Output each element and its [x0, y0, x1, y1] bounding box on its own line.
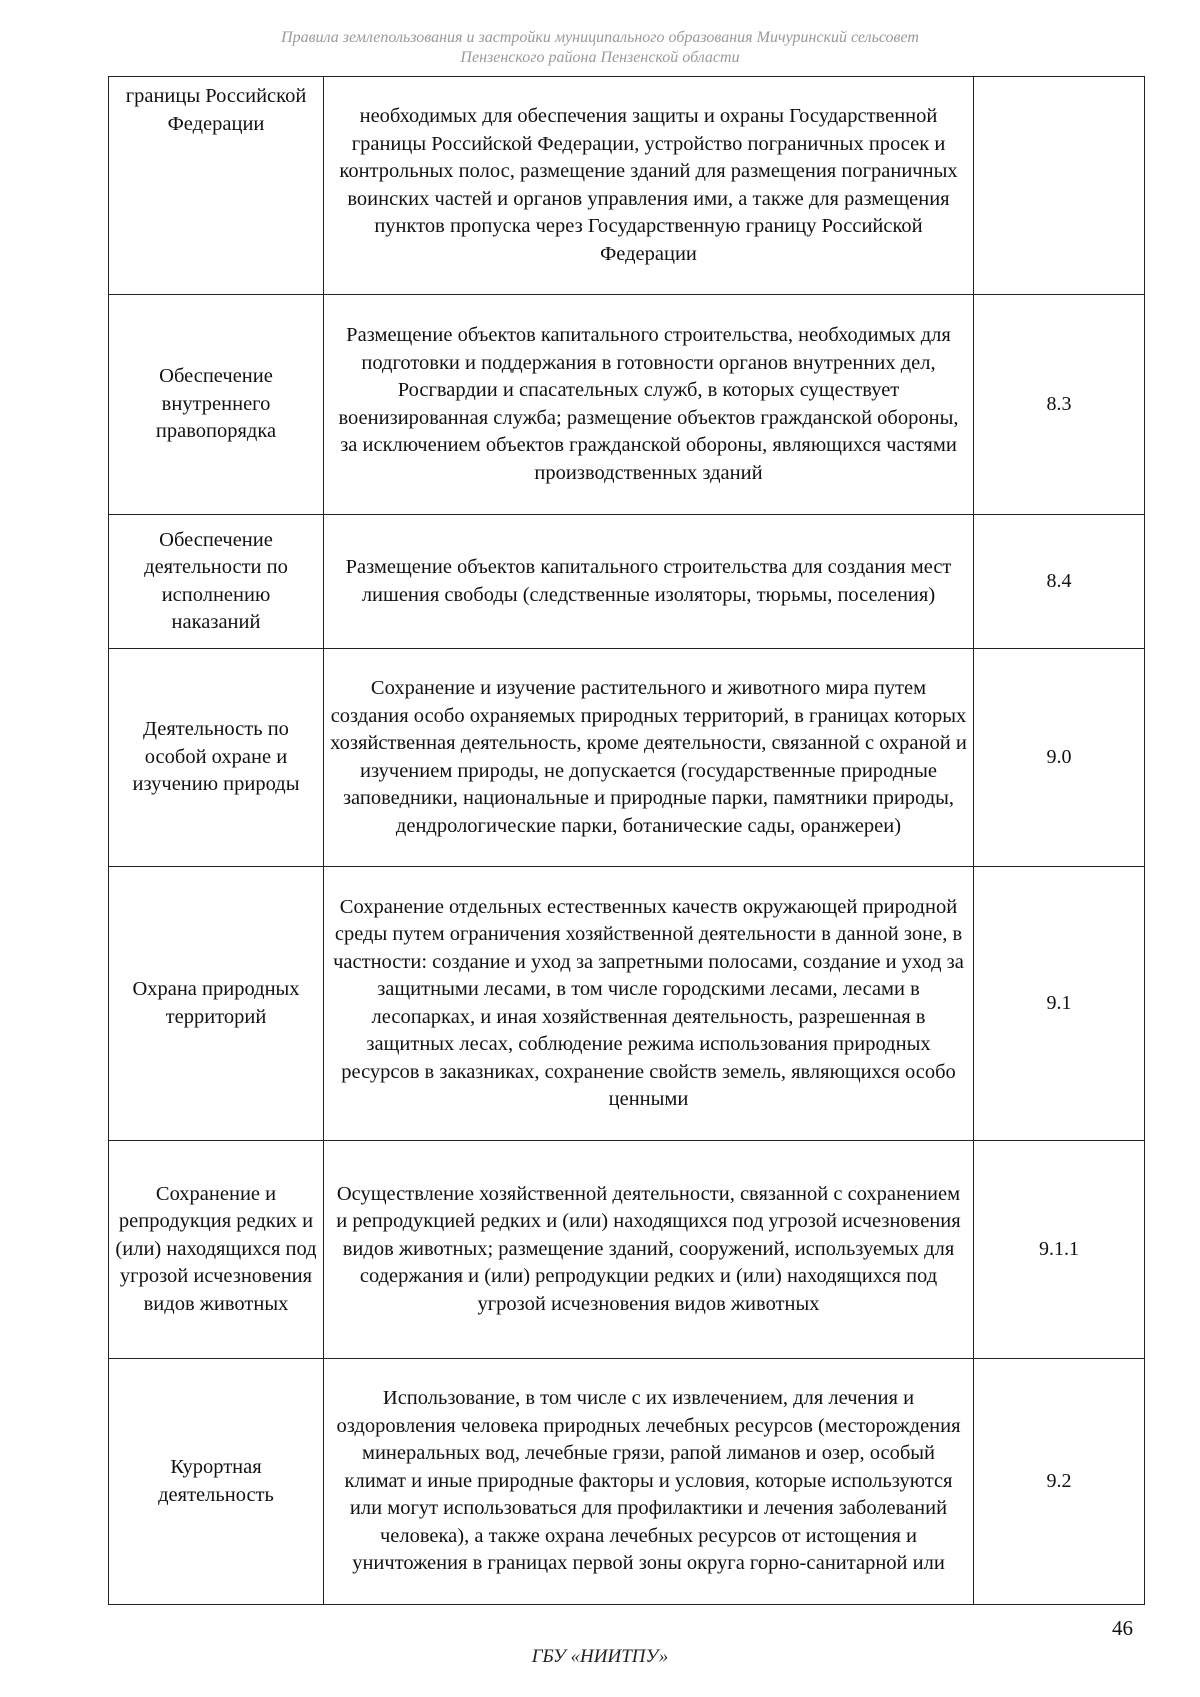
header-line-1: Правила землепользования и застройки муниципального образования Мичуринский сельсовет — [281, 29, 919, 46]
cell-code: 8.3 — [974, 295, 1145, 515]
header-line-2: Пензенского района Пензенской области — [460, 49, 740, 66]
cell-use-name: Сохранение и репродукция редких и (или) находящихся под угрозой исчезновения видов животных — [109, 1141, 324, 1359]
cell-use-name: Обеспечение внутреннего правопорядка — [109, 295, 324, 515]
cell-code: 9.1 — [974, 867, 1145, 1141]
cell-description: Размещение объектов капитального строительства для создания мест лишения свободы (следственные изоляторы, тюрьмы, поселения) — [324, 515, 974, 649]
table-row — [109, 867, 1145, 1141]
cell-description: Сохранение отдельных естественных качеств окружающей природной среды путем ограничения хозяйственной деятельности в данной зоне, в частности: создание и уход за запретными полосами, создание и уход за защитными лесами, в том числе городскими лесами, лесами в лесопарках, и иная хозяйственная деятельность, разрешенная в защитных лесах, соблюдение режима использования природных ресурсов в заказниках, сохранение свойств земель, являющихся особо ценными — [324, 867, 974, 1141]
table-row — [109, 1359, 1145, 1605]
cell-use-name: Деятельность по особой охране и изучению природы — [109, 649, 324, 867]
cell-description: Использование, в том числе с их извлечением, для лечения и оздоровления человека природных лечебных ресурсов (месторождения минеральных вод, лечебные грязи, рапой лиманов и озер, особый климат и иные природные факторы и условия, которые используются или могут использоваться для профилактики и лечения заболеваний человека), а также охрана лечебных ресурсов от истощения и уничтожения в границах первой зоны округа горно-санитарной или — [324, 1359, 974, 1605]
land-use-table — [108, 76, 1145, 1605]
page-header — [0, 28, 1200, 68]
cell-description: необходимых для обеспечения защиты и охраны Государственной границы Российской Федерации, устройство пограничных просек и контрольных полос, размещение зданий для размещения пограничных воинских частей и органов управления ими, а также для размещения пунктов пропуска через Государственную границу Российской Федерации — [324, 77, 974, 295]
table-row — [109, 515, 1145, 649]
cell-use-name: Курортная деятельность — [109, 1359, 324, 1605]
cell-description: Сохранение и изучение растительного и животного мира путем создания особо охраняемых природных территорий, в границах которых хозяйственная деятельность, кроме деятельности, связанной с охраной и изучением природы, не допускается (государственные природные заповедники, национальные и природные парки, памятники природы, дендрологические парки, ботанические сады, оранжереи) — [324, 649, 974, 867]
cell-description: Осуществление хозяйственной деятельности, связанной с сохранением и репродукцией редких и (или) находящихся под угрозой исчезновения видов животных; размещение зданий, сооружений, используемых для содержания и (или) репродукции редких и (или) находящихся под угрозой исчезновения видов животных — [324, 1141, 974, 1359]
cell-use-name: границы Российской Федерации — [109, 77, 324, 295]
table-row — [109, 1141, 1145, 1359]
cell-code — [974, 77, 1145, 295]
cell-use-name: Обеспечение деятельности по исполнению наказаний — [109, 515, 324, 649]
page-footer: ГБУ «НИИТПУ» — [531, 1646, 669, 1667]
cell-code: 9.0 — [974, 649, 1145, 867]
cell-use-name: Охрана природных территорий — [109, 867, 324, 1141]
cell-code: 9.1.1 — [974, 1141, 1145, 1359]
cell-description: Размещение объектов капитального строительства, необходимых для подготовки и поддержания в готовности органов внутренних дел, Росгвардии и спасательных служб, в которых существует военизированная служба; размещение объектов гражданской обороны, за исключением объектов гражданской обороны, являющихся частями производственных зданий — [324, 295, 974, 515]
table-row — [109, 77, 1145, 295]
cell-code: 8.4 — [974, 515, 1145, 649]
table-row — [109, 295, 1145, 515]
table-row — [109, 649, 1145, 867]
page-number: 46 — [1112, 1616, 1133, 1640]
cell-code: 9.2 — [974, 1359, 1145, 1605]
